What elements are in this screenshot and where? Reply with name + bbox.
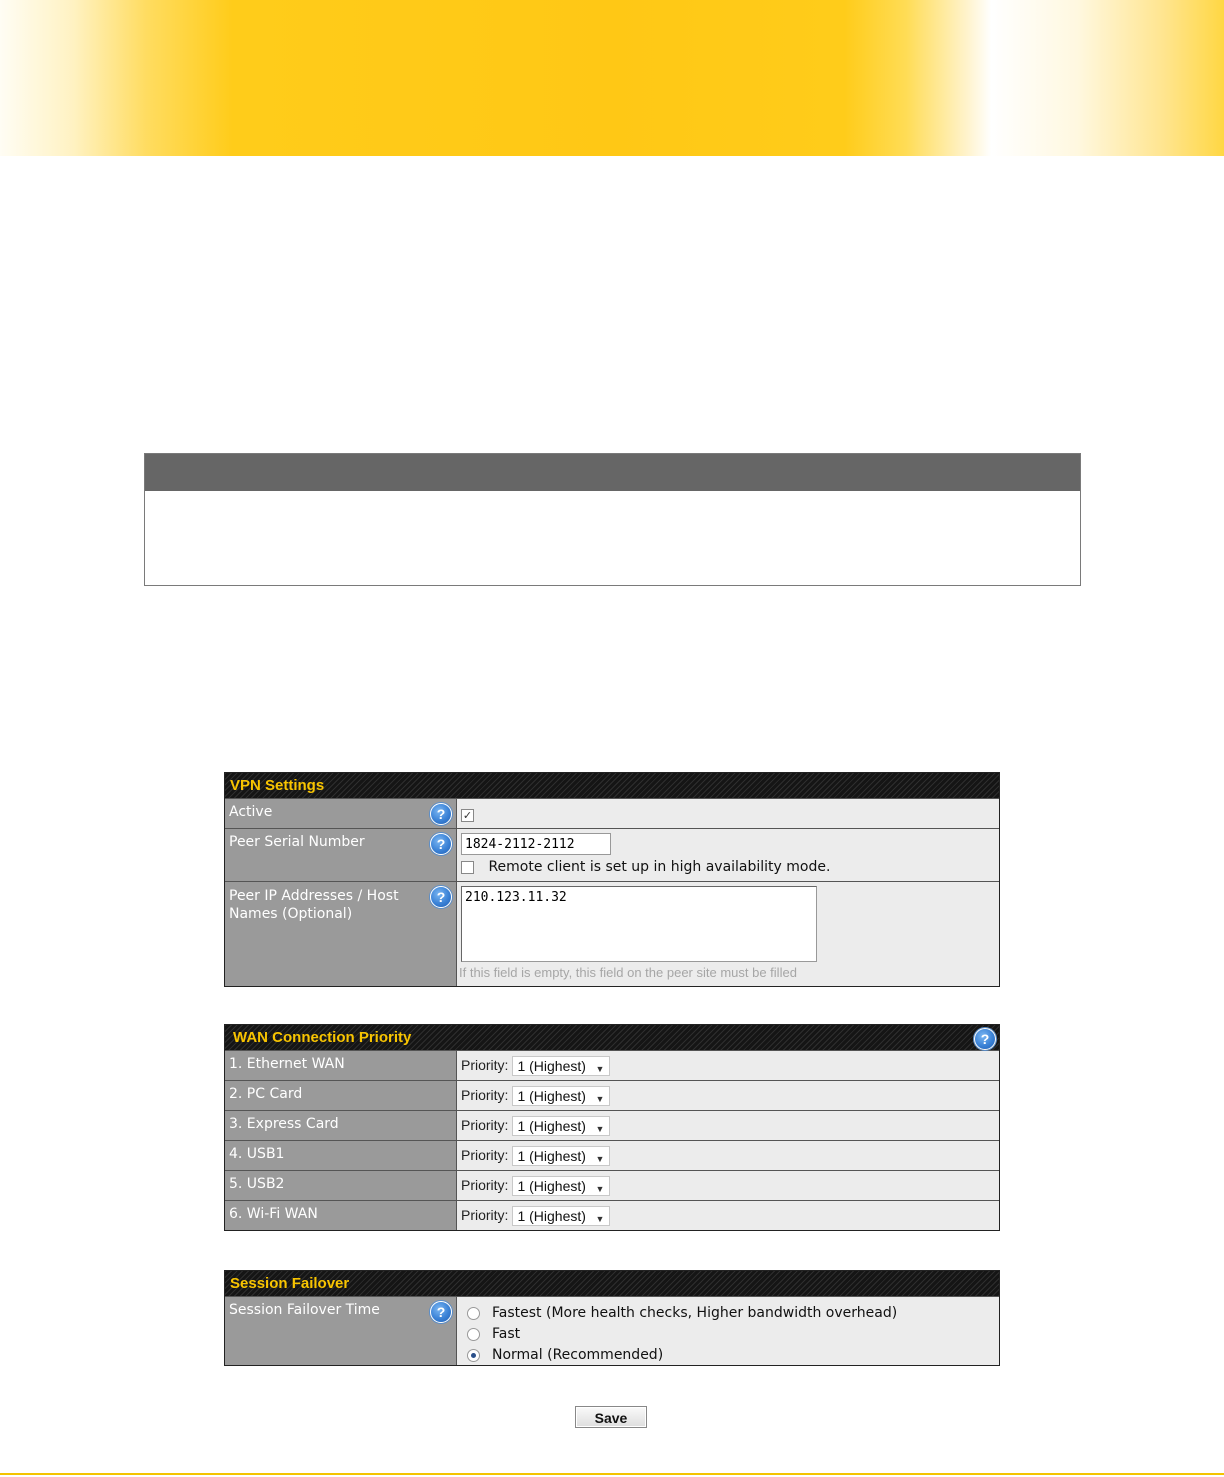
priority-label: Priority: — [461, 1087, 509, 1103]
note-box — [144, 453, 1081, 586]
priority-label: Priority: — [461, 1177, 509, 1193]
failover-radio[interactable] — [467, 1328, 480, 1341]
failover-radio[interactable] — [467, 1307, 480, 1320]
priority-select[interactable]: 1 (Highest) ▼ — [512, 1056, 610, 1076]
active-checkbox[interactable]: ✓ — [462, 808, 473, 822]
failover-option[interactable] — [467, 1303, 999, 1324]
peer-ip-row — [225, 881, 999, 986]
help-icon[interactable]: ? — [430, 833, 452, 855]
wan-priority-row — [225, 1080, 999, 1110]
wan-priority-row — [225, 1170, 999, 1200]
vpn-settings-panel — [224, 772, 1000, 987]
wan-priority-row — [225, 1110, 999, 1140]
help-icon[interactable]: ? — [430, 803, 452, 825]
priority-select[interactable]: 1 (Highest) ▼ — [512, 1086, 610, 1106]
header-banner — [0, 0, 1224, 156]
wan-priority-title: WAN Connection Priority — [233, 1029, 412, 1046]
footer-line — [0, 1473, 1224, 1475]
priority-select[interactable]: 1 (Highest) ▼ — [512, 1206, 610, 1226]
priority-select[interactable]: 1 (Highest) ▼ — [512, 1146, 610, 1166]
chevron-down-icon: ▼ — [595, 1184, 605, 1194]
active-row — [225, 798, 999, 828]
wan-name: 2. PC Card — [225, 1081, 457, 1110]
priority-select[interactable]: 1 (Highest) ▼ — [512, 1116, 610, 1136]
failover-radio[interactable] — [467, 1349, 480, 1362]
wan-priority-panel — [224, 1024, 1000, 1231]
failover-option-label: Fast — [492, 1326, 521, 1342]
priority-select[interactable]: 1 (Highest) ▼ — [512, 1176, 610, 1196]
session-failover-row — [225, 1296, 999, 1365]
session-failover-label: Session Failover Time ? — [225, 1297, 457, 1365]
ha-mode-checkbox[interactable] — [461, 861, 474, 874]
peer-serial-row — [225, 828, 999, 881]
peer-serial-input[interactable]: 1824-2112-2112 — [461, 833, 611, 855]
peer-ip-textarea[interactable]: 210.123.11.32 — [461, 886, 817, 962]
help-icon[interactable]: ? — [430, 886, 452, 908]
peer-serial-label: Peer Serial Number ? — [225, 829, 457, 881]
ha-mode-label: Remote client is set up in high availability mode. — [488, 859, 831, 875]
vpn-settings-title: VPN Settings — [225, 773, 999, 798]
wan-name: 1. Ethernet WAN — [225, 1051, 457, 1080]
chevron-down-icon: ▼ — [595, 1094, 605, 1104]
active-label: Active ? — [225, 799, 457, 828]
failover-option-label: Normal (Recommended) — [492, 1347, 664, 1363]
chevron-down-icon: ▼ — [595, 1064, 605, 1074]
help-icon[interactable]: ? — [974, 1028, 996, 1050]
chevron-down-icon: ▼ — [595, 1154, 605, 1164]
session-failover-title: Session Failover — [225, 1271, 999, 1296]
failover-option[interactable] — [467, 1345, 999, 1366]
session-failover-options — [457, 1297, 999, 1365]
wan-priority-row — [225, 1200, 999, 1230]
chevron-down-icon: ▼ — [595, 1214, 605, 1224]
session-failover-panel — [224, 1270, 1000, 1366]
note-box-header — [145, 454, 1080, 491]
priority-label: Priority: — [461, 1057, 509, 1073]
wan-priority-row — [225, 1140, 999, 1170]
save-button[interactable]: Save — [575, 1406, 647, 1428]
priority-label: Priority: — [461, 1207, 509, 1223]
wan-name: 5. USB2 — [225, 1171, 457, 1200]
peer-ip-hint: If this field is empty, this field on the peer site must be filled — [459, 965, 797, 980]
peer-ip-label: Peer IP Addresses / Host Names (Optional) ? — [225, 882, 457, 986]
failover-option-label: Fastest (More health checks, Higher bandwidth overhead) — [492, 1305, 898, 1321]
help-icon[interactable]: ? — [430, 1301, 452, 1323]
wan-priority-rows — [225, 1050, 999, 1230]
wan-name: 4. USB1 — [225, 1141, 457, 1170]
wan-name: 6. Wi-Fi WAN — [225, 1201, 457, 1230]
priority-label: Priority: — [461, 1117, 509, 1133]
wan-priority-row — [225, 1050, 999, 1080]
failover-option[interactable] — [467, 1324, 999, 1345]
wan-name: 3. Express Card — [225, 1111, 457, 1140]
chevron-down-icon: ▼ — [595, 1124, 605, 1134]
priority-label: Priority: — [461, 1147, 509, 1163]
